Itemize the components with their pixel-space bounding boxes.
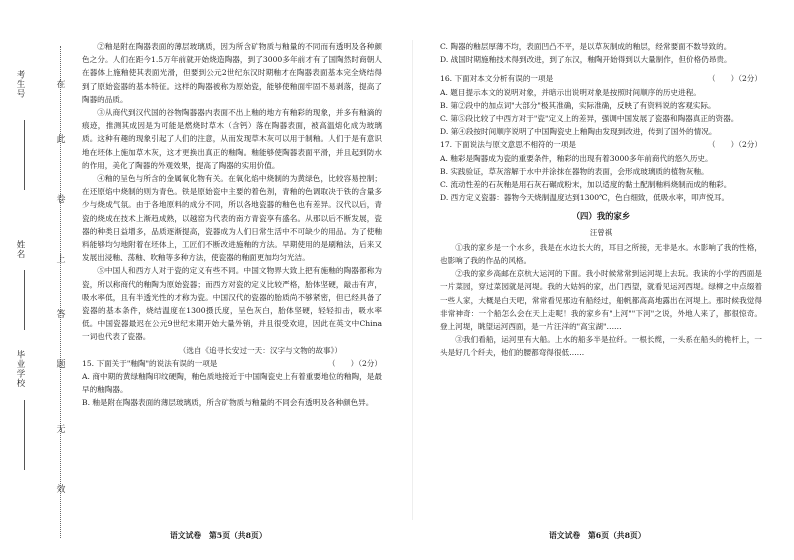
question-16	[440, 72, 762, 85]
seal-word-2: 此	[56, 135, 66, 145]
student-name-line	[24, 270, 25, 330]
section-4-author: 汪曾祺	[589, 227, 613, 237]
passage-source: （选自《追寻长安过一天：汉字与文物的故事》）	[178, 345, 342, 355]
school-line	[24, 400, 25, 470]
seal-word-6: 题	[56, 360, 66, 370]
exam-number-label: 考生号	[15, 70, 25, 99]
seal-word-4: 上	[56, 255, 66, 265]
passage-paragraph-4: ④釉的呈色与所含的金属氧化物有关。在氧化焰中烧制的为黄绿色，比较容易控制；在还原焰中烧制的则为青色。铁是原始瓷中主要的着色剂，青釉的色调取决于铁的含量多少与烧成气氛。由于各地原料的成分不同，所以各地瓷器的釉色也有差异。汉代以后，青瓷的烧成在技术上渐趋成熟，以越窑为代表的南方青瓷享有盛名。从那以后不断发展，瓷器的种类日益增多，品质逐渐提高，瓷器成为人们日常生活中不可缺少的用品。为了使釉料能够均匀地附着在坯体上，工匠们不断改进施釉的方法。早期使用的是刷釉法，后来又发展出浸釉、荡釉、吹釉等多种方法，使瓷器的釉面更加均匀光洁。	[82, 174, 382, 263]
page-footer-right: 语文试卷 第6页（共8页）	[549, 531, 646, 540]
binding-margin	[0, 0, 60, 560]
binding-dotted-line	[60, 46, 61, 538]
right-page-column	[440, 40, 762, 360]
q16-option-b[interactable]: B. 第②段中的加点词"大部分"极其准确，实际准确，反映了有资料说的客观实际。	[440, 100, 716, 110]
seal-word-1: 在	[56, 80, 66, 90]
q16-option-a[interactable]: A. 题目提示本文的说明对象，并暗示出说明对象是按照时间顺序的历史进程。	[440, 87, 701, 97]
school-label: 毕业学校	[15, 350, 25, 388]
page-footer-left: 语文试卷 第5页（共8页）	[170, 531, 267, 540]
exam-number-line	[24, 120, 25, 190]
passage-paragraph-2: ②釉是附在陶器表面的薄层玻璃质，因为所含矿物质与釉量的不同而有透明及各种颜色之分。人们在距今1.5万年前就开始烧造陶器，到了3000多年前才有了国陶然时商朝人在器体上施釉使其表面光滑，但要到公元2世纪东汉时期釉才在陶器表面基本完全烧结得到了原始瓷器的基本特征。这样的陶器被称为原始瓷，能够使釉面牢固不易剥落，提高了陶器的品质。	[82, 42, 382, 104]
q15-option-a[interactable]: A. 商中期的黄绿釉陶印纹硬陶，釉色质地接近于中国陶瓷史上有着重要地位的釉陶，是最早的釉陶器。	[82, 372, 382, 395]
left-page-column	[82, 40, 382, 410]
question-16-score: （ ）（2分）	[707, 74, 762, 84]
q17-option-a[interactable]: A. 釉彩是陶器成为瓷的重要条件，釉彩的出现有着3000多年前商代的悠久历史。	[440, 153, 713, 163]
essay-paragraph-1: ①我的家乡是一个水乡，我是在水边长大的，耳目之所接，无非是水。水影响了我的性格，也影响了我的作品的风格。	[440, 242, 762, 266]
seal-word-8: 效	[56, 485, 66, 495]
question-15-score: （ ）（2分）	[327, 358, 382, 368]
question-17-text: 17. 下面说法与原文意思不相符的一项是	[440, 140, 576, 150]
question-17-score: （ ）（2分）	[707, 140, 762, 150]
essay-paragraph-3: ③我们看船，运河里有大船。上水的船多半是拉纤。一根长缆，一头系在船头的桅杆上，一头是好几个纤夫，他们的腰都弯得很低……	[440, 335, 762, 358]
passage-paragraph-3: ③从商代到汉代国的谷物陶器器内表面不出上釉的地方有釉彩的现象，并多有釉滴的痕迹，推测其成因是为可能是燃烧时草木（含钙）落在陶器表面，被高温熔化成为玻璃质。这种有趣的现象引起了人们的注意，从而发现草木灰可以用于制釉。人们于是有意识地在坯体上施加草木灰，这才更换出真正的釉陶。釉能够使陶器表面平滑，并且起到防水的作用，美化了陶器的外观效果，提高了陶器的实用价值。	[82, 108, 382, 170]
q15-option-d[interactable]: D. 战国时期施釉技术得到改进，到了东汉，釉陶开始得到以大量制作，但价格仍昂贵。	[440, 55, 732, 65]
q17-option-b[interactable]: B. 实践验证，草灰溶解于水中并涂抹在器物的表面，会形成玻璃质的植物灰釉。	[440, 166, 709, 176]
q16-option-c[interactable]: C. 第⑤段比较了中西方对于"瓷"定义上的差异，强调中国发展了瓷器和陶器真正的资器。	[440, 114, 739, 124]
q17-option-c[interactable]: C. 流动性差的石灰釉是用石灰石碾成粉末，加以适度的黏土配制釉料烧制而成的釉彩。	[440, 180, 732, 190]
question-15-text: 15. 下面关于"釉陶"的说法有误的一项是	[82, 358, 218, 368]
passage-paragraph-5: ⑤中国人和西方人对于瓷的定义有些不同。中国文物界大致上把有施釉的陶器都称为瓷，所以称商代的釉陶为原始瓷器；而西方对瓷的定义比较严格，胎体坚硬，敲击有声，吸水率低，且有半透光性的才称为瓷。中国汉代的瓷器的胎质尚不够紧密，但已经具备了瓷器的基本条件，烧结温度在1300摄氏度，呈色灰白，胎体坚硬，轻轻扣击，吸水率低。中国瓷器最迟在公元9世纪末期开始大量外销，并且很受欢迎，因此在英文中China一词也代表了瓷器。	[82, 266, 382, 342]
q15-option-c[interactable]: C. 陶器的釉层厚薄不均，表面凹凸不平，是以草灰制成的釉层，经常要面不数导致的。	[440, 42, 732, 51]
section-4-title: （四）我的家乡	[571, 211, 631, 222]
question-17	[440, 138, 762, 151]
page-divider	[412, 40, 413, 520]
question-16-text: 16. 下面对本文分析有误的一项是	[440, 74, 554, 84]
question-15	[82, 357, 382, 370]
seal-word-5: 答	[56, 310, 66, 320]
q17-option-d[interactable]: D. 西方定义瓷器：器物今天烧制温度达到1300℃，色白细致，低吸水率，叩声悦耳。	[440, 193, 730, 203]
student-name-label: 姓名	[15, 240, 25, 259]
q16-option-d[interactable]: D. 第④段按时间顺序说明了中国陶瓷史上釉陶由发现到改进，传到了国外的情况。	[440, 127, 717, 137]
seal-word-7: 无	[56, 425, 66, 435]
essay-paragraph-2: ②我的家乡高邮在京杭大运河的下面。我小时候常常到运河堤上去玩。我读的小学的西面是一片菜园，穿过菜园就是河堤。我的大姑妈的家，出门西望，就看见运河西堤。绿柳之中点缀着一些人家，大概是白天吧，常常看见那边有船经过，船帆都高高地露出在河堤上。那时候我觉得非常神奇：一个船怎么会在天上走呢！我的家乡有"上河""下河"之说，外地人来了，都很惊奇。登上河堤，眺望运河西面，是一片汪洋的"高宝湖"……	[440, 269, 762, 332]
q15-option-b[interactable]: B. 釉是附在陶器表面的薄层玻璃质，所含矿物质与釉量的不同会有透明及各种颜色异。	[82, 398, 374, 408]
seal-word-3: 卷	[56, 195, 66, 205]
